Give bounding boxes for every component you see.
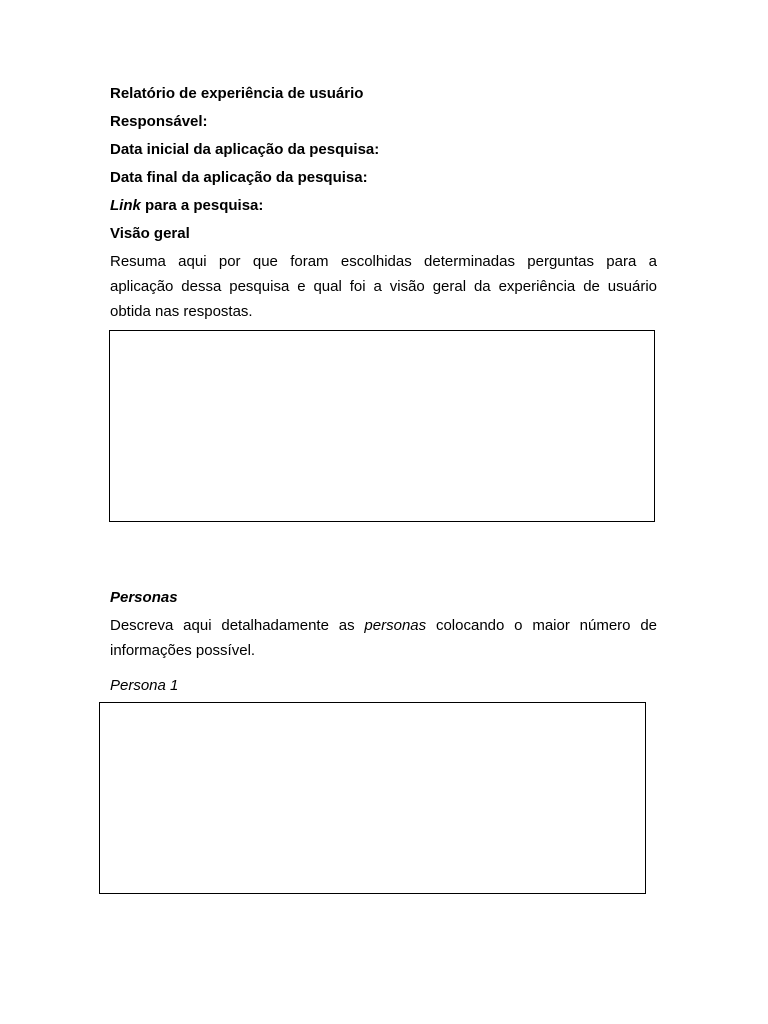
document-title: Relatório de experiência de usuário [110,85,364,102]
persona-1-text-box[interactable] [99,702,646,894]
personas-line-2: informações possível. [110,642,256,659]
personas-paragraph [110,613,657,663]
personas-line-1-before: Descreva aqui detalhadamente as [110,617,365,634]
personas-line-1-italic: personas [364,617,427,634]
persona-1-label: Persona 1 [110,677,179,694]
visao-geral-line-2: aplicação dessa pesquisa e qual foi a visão geral da experiência de usuário [110,278,657,295]
visao-geral-heading: Visão geral [110,225,190,242]
field-link-italic: Link [110,197,141,214]
field-link-rest: para a pesquisa: [140,197,264,214]
visao-geral-text-box[interactable] [109,330,655,522]
field-data-final: Data final da aplicação da pesquisa: [110,169,368,186]
visao-geral-line-1: Resuma aqui por que foram escolhidas determinadas perguntas para a [110,253,657,270]
personas-heading: Personas [110,589,178,606]
personas-line-1 [110,613,657,638]
visao-geral-paragraph [110,249,657,324]
field-data-inicial: Data inicial da aplicação da pesquisa: [110,141,380,158]
visao-geral-line-3: obtida nas respostas. [110,303,253,320]
personas-line-1-after: colocando o maior número de [426,617,658,634]
field-responsavel: Responsável: [110,113,208,130]
field-link [110,197,263,215]
